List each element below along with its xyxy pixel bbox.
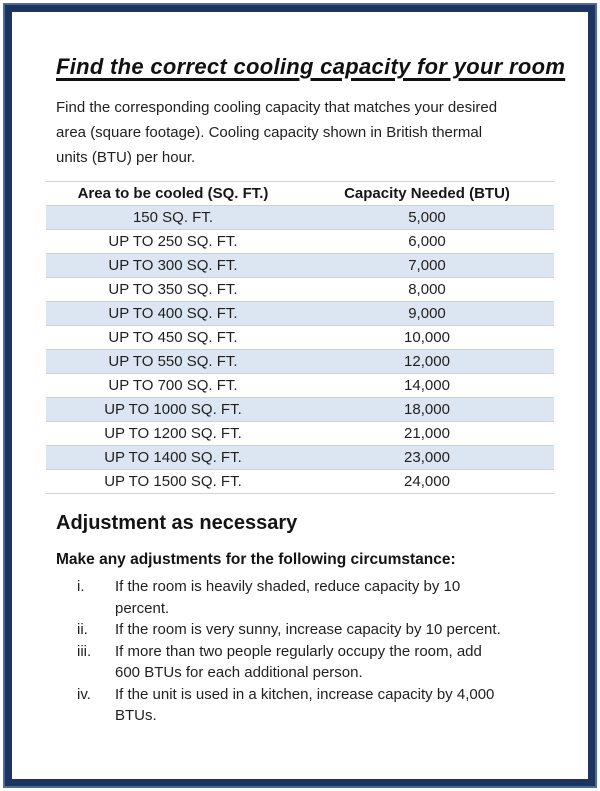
table-row xyxy=(46,350,554,374)
intro-line: Find the corresponding cooling capacity that matches your desired xyxy=(56,99,498,116)
list-item-numeral: iv. xyxy=(77,685,91,703)
capacity-cell: 14,000 xyxy=(300,374,554,398)
table-row xyxy=(46,446,554,470)
adjustment-heading: Adjustment as necessary xyxy=(56,512,298,534)
list-item-line: percent. xyxy=(115,599,170,617)
page-border-inner xyxy=(5,5,595,786)
column-header-capacity: Capacity Needed (BTU) xyxy=(300,182,554,206)
list-item xyxy=(56,576,562,619)
area-cell: UP TO 1500 SQ. FT. xyxy=(46,470,300,494)
list-item-line: BTUs. xyxy=(115,707,157,724)
area-cell: UP TO 700 SQ. FT. xyxy=(46,374,300,398)
adjustment-list xyxy=(56,576,562,727)
capacity-cell: 9,000 xyxy=(300,302,554,326)
capacity-cell: 6,000 xyxy=(300,230,554,254)
list-item-numeral: i. xyxy=(77,578,85,595)
list-item-line: If the room is heavily shaded, reduce capacity by 10 xyxy=(115,578,461,595)
capacity-cell: 24,000 xyxy=(300,470,554,494)
area-cell: UP TO 550 SQ. FT. xyxy=(46,350,300,374)
table-header-row xyxy=(46,182,554,206)
area-cell: UP TO 250 SQ. FT. xyxy=(46,230,300,254)
list-item-text xyxy=(115,641,562,684)
list-item xyxy=(56,619,562,641)
table-row xyxy=(46,470,554,494)
list-item xyxy=(56,684,562,727)
list-item-line: If the room is very sunny, increase capacity by 10 percent. xyxy=(115,621,501,638)
list-item-numeral: iii. xyxy=(77,642,92,660)
list-item-line: If the unit is used in a kitchen, increase capacity by 4,000 xyxy=(115,685,495,703)
area-cell: UP TO 1400 SQ. FT. xyxy=(46,446,300,470)
list-item-numeral: ii. xyxy=(77,621,88,638)
table-row xyxy=(46,398,554,422)
capacity-cell: 18,000 xyxy=(300,398,554,422)
area-cell: UP TO 450 SQ. FT. xyxy=(46,326,300,350)
capacity-cell: 21,000 xyxy=(300,422,554,446)
list-item xyxy=(56,641,562,684)
area-cell: UP TO 300 SQ. FT. xyxy=(46,254,300,278)
list-item-line: 600 BTUs for each additional person. xyxy=(115,664,363,681)
table-row xyxy=(46,422,554,446)
page-title: Find the correct cooling capacity for your room xyxy=(56,54,566,79)
table-row xyxy=(46,230,554,254)
area-cell: UP TO 400 SQ. FT. xyxy=(46,302,300,326)
area-cell: UP TO 350 SQ. FT. xyxy=(46,278,300,302)
list-item-text xyxy=(115,619,562,641)
capacity-cell: 5,000 xyxy=(300,206,554,230)
capacity-cell: 23,000 xyxy=(300,446,554,470)
area-cell: UP TO 1200 SQ. FT. xyxy=(46,422,300,446)
capacity-cell: 10,000 xyxy=(300,326,554,350)
intro-paragraph xyxy=(56,95,562,170)
intro-line: area (square footage). Cooling capacity shown in British thermal xyxy=(56,124,483,141)
intro-line: units (BTU) per hour. xyxy=(56,149,196,166)
table-row xyxy=(46,206,554,230)
list-item-text xyxy=(115,576,562,619)
capacity-cell: 12,000 xyxy=(300,350,554,374)
capacity-cell: 8,000 xyxy=(300,278,554,302)
table-row xyxy=(46,254,554,278)
list-item-line: If more than two people regularly occupy the room, add xyxy=(115,642,482,660)
list-item-text xyxy=(115,684,562,727)
table-row xyxy=(46,278,554,302)
area-cell: UP TO 1000 SQ. FT. xyxy=(46,398,300,422)
capacity-table xyxy=(46,181,554,494)
page-border-outer xyxy=(3,3,597,788)
table-row xyxy=(46,302,554,326)
column-header-area: Area to be cooled (SQ. FT.) xyxy=(46,182,300,206)
table-row xyxy=(46,326,554,350)
adjustment-lead: Make any adjustments for the following circumstance: xyxy=(56,551,456,568)
area-cell: 150 SQ. FT. xyxy=(46,206,300,230)
table-row xyxy=(46,374,554,398)
capacity-cell: 7,000 xyxy=(300,254,554,278)
